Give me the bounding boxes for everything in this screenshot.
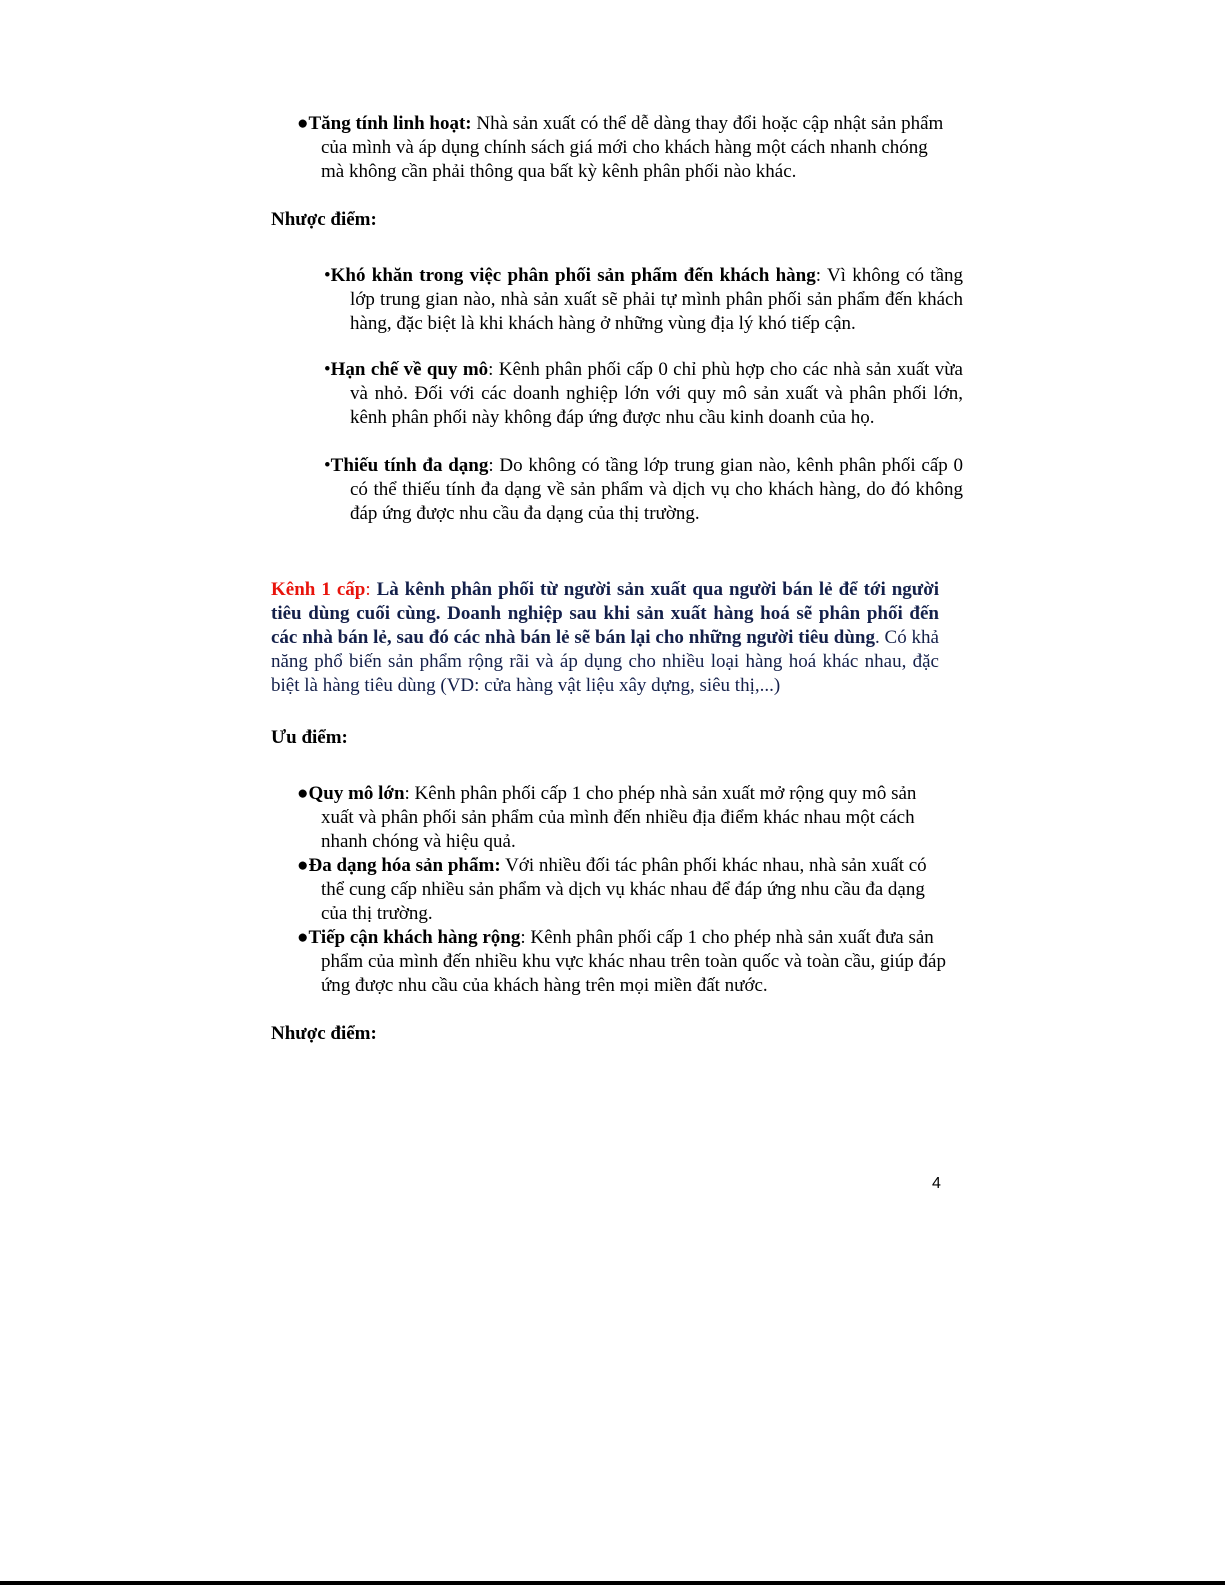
cons-heading-1: Nhược điểm: (271, 209, 377, 230)
item-term: Tăng tính linh hoạt: (308, 113, 472, 134)
item-term: Thiếu tính đa dạng (330, 455, 489, 476)
channel-1-paragraph (271, 578, 939, 698)
item-text: Với nhiều đối tác phân phối khác nhau, nhà sản xuất có thể cung cấp nhiều sản phẩm và dịch vụ khác nhau để đáp ứng nhu cầu đa dạng của thị trường. (321, 855, 927, 924)
bullet-icon: • (324, 359, 331, 380)
item-text: Nhà sản xuất có thể dễ dàng thay đổi hoặc cập nhật sản phẩm của mình và áp dụng chính sách giá mới cho khách hàng một cách nhanh chóng mà không cần phải thông qua bất kỳ kênh phân phối nào khác. (321, 113, 944, 182)
channel-definition: Là kênh phân phối từ người sản xuất qua người bán lẻ để tới người tiêu dùng cuối cùng. Doanh nghiệp sau khi sản xuất hàng hoá sẽ phân phối đến các nhà bán lẻ, sau đó các nhà bán lẻ sẽ bán lại cho những người tiêu dùng (271, 579, 939, 648)
cons-item-diversity (324, 454, 963, 526)
item-text: : Kênh phân phối cấp 1 cho phép nhà sản xuất đưa sản phẩm của mình đến nhiều khu vực khác nhau trên toàn quốc và toàn cầu, giúp đáp ứng được nhu cầu của khách hàng trên mọi miền đất nước. (321, 927, 946, 996)
item-text: : Vì không có tầng lớp trung gian nào, nhà sản xuất sẽ phải tự mình phân phối sản phẩm đến khách hàng, đặc biệt là khi khách hàng ở những vùng địa lý khó tiếp cận. (350, 265, 964, 334)
item-term: Đa dạng hóa sản phẩm: (308, 855, 501, 876)
cons-item-distribution (324, 264, 963, 336)
page-number: 4 (932, 1175, 941, 1192)
cons-heading-2: Nhược điểm: (271, 1023, 377, 1044)
bullet-icon: ● (297, 783, 309, 804)
pros-item-customer-reach (297, 926, 963, 998)
item-term: Quy mô lớn (308, 783, 405, 804)
bullet-icon: ● (297, 927, 309, 948)
item-text: : Kênh phân phối cấp 0 chỉ phù hợp cho các nhà sản xuất vừa và nhỏ. Đối với các doanh nghiệp lớn với quy mô sản xuất và phân phối lớn, kênh phân phối này không đáp ứng được nhu cầu kinh doanh của họ. (350, 359, 963, 428)
item-term: Tiếp cận khách hàng rộng (308, 927, 521, 948)
item-text: : Kênh phân phối cấp 1 cho phép nhà sản xuất mở rộng quy mô sản xuất và phân phối sản phẩm của mình đến nhiều địa điểm khác nhau một cách nhanh chóng và hiệu quả. (321, 783, 917, 852)
channel-description: . Có khả năng phổ biến sản phẩm rộng rãi và áp dụng cho nhiều loại hàng hoá khác nhau, đặc biệt là hàng tiêu dùng (VD: cửa hàng vật liệu xây dựng, siêu thị,...) (271, 627, 939, 696)
bullet-icon: ● (297, 855, 309, 876)
item-term: Khó khăn trong việc phân phối sản phẩm đến khách hàng (330, 265, 816, 286)
bullet-icon: • (324, 265, 331, 286)
pros-heading: Ưu điểm: (271, 727, 348, 748)
bullet-icon: ● (297, 113, 309, 134)
item-term: Hạn chế về quy mô (330, 359, 489, 380)
pros-item-diversification (297, 854, 951, 926)
page-bottom-border (0, 1581, 1225, 1585)
channel-label: Kênh 1 cấp (271, 579, 366, 600)
bullet-icon: • (324, 455, 331, 476)
item-text: : Do không có tầng lớp trung gian nào, kênh phân phối cấp 0 có thể thiếu tính đa dạng về sản phẩm và dịch vụ cho khách hàng, do đó không đáp ứng được nhu cầu đa dạng của thị trường. (350, 455, 964, 524)
channel-colon: : (365, 579, 377, 600)
cons-item-scale (324, 358, 963, 430)
pros-item-large-scale (297, 782, 951, 854)
pros-item-flexibility (297, 112, 949, 184)
